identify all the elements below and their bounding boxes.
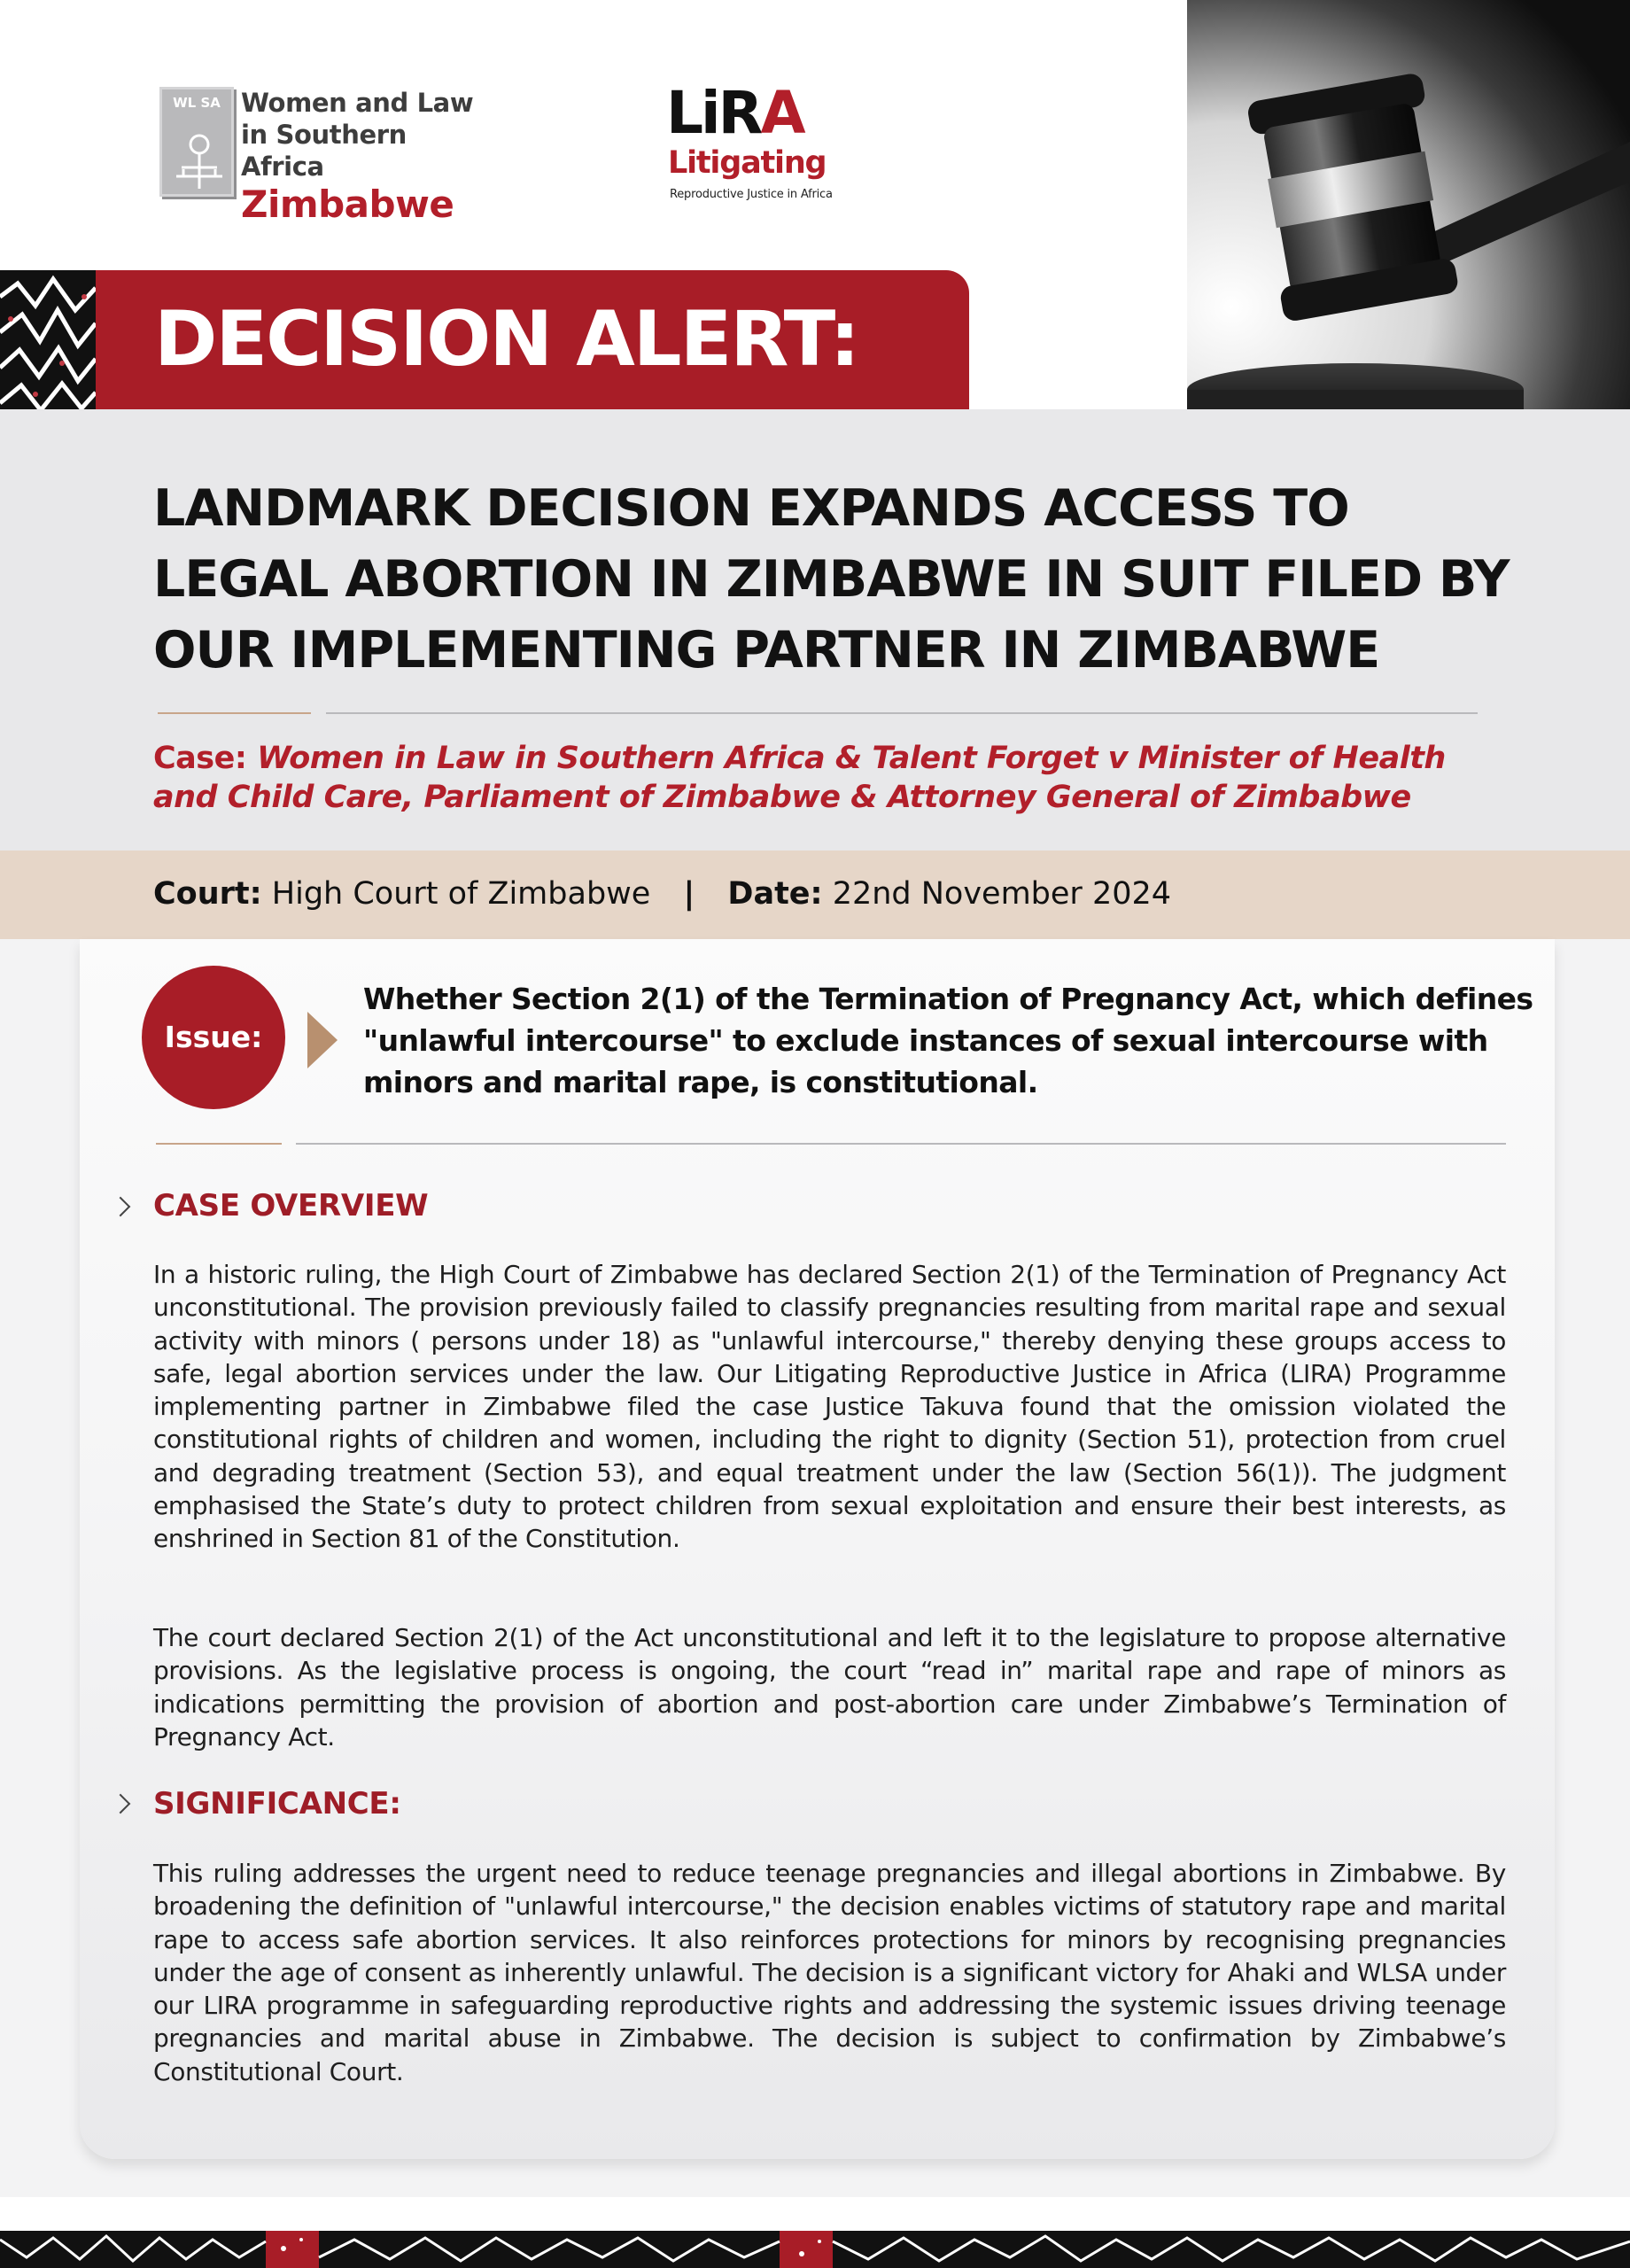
- lira-wordmark: [666, 79, 803, 147]
- date-value: 22nd November 2024: [832, 876, 1172, 912]
- issue-label: Issue:: [164, 1020, 263, 1054]
- divider: [326, 712, 1478, 714]
- lira-tagline: Reproductive Justice in Africa: [670, 188, 833, 201]
- case-overview-paragraph-2: The court declared Section 2(1) of the Act unconstitutional and left it to the legislature to propose alternative provisions. As the legislative process is ongoing, the court “read in” marital rape and rape of minors as indications permitting the provision of abortion and post-abortion care under Zimbabwe’s Termination of Pregnancy Act.: [153, 1623, 1506, 1751]
- wlsa-logo: [159, 87, 496, 226]
- significance-paragraph: This ruling addresses the urgent need to reduce teenage pregnancies and illegal abortions in Zimbabwe. By broadening the definition of "unlawful intercourse," the decision enables victims of statutory rape and marital rape to access safe abortion services. It also reinforces protections for minors by recognising pregnancies under the age of consent as inherently unlawful. The decision is a significant victory for Ahaki and WLSA under our LIRA programme in safeguarding reproductive rights and addressing the systemic issues driving teenage pregnancies and marital abuse in Zimbabwe. The decision is subject to confirmation by Zimbabwe’s Constitutional Court.: [153, 1859, 1506, 2086]
- gavel-icon: [1187, 0, 1630, 409]
- issue-badge: [142, 966, 285, 1109]
- lira-wordmark-accent: A: [760, 79, 803, 147]
- case-overview-heading: CASE OVERVIEW: [153, 1188, 429, 1223]
- lira-wordmark-main: LiR: [666, 79, 761, 147]
- case-label: Case:: [153, 741, 247, 776]
- court-label: Court:: [153, 876, 262, 912]
- case-name: Women in Law in Southern Africa & Talent Forget v Minister of Health and Child Care, Parliament of Zimbabwe & Attorney General of Zimbabwe: [153, 741, 1446, 815]
- court-date-line: [153, 872, 1171, 916]
- wlsa-line-1: Women and Law: [241, 88, 474, 118]
- case-title: [153, 739, 1500, 817]
- decision-alert-banner: [96, 270, 969, 410]
- court-date-strip: [0, 850, 1630, 939]
- case-overview-paragraph-1: In a historic ruling, the High Court of Zimbabwe has declared Section 2(1) of the Termination of Pregnancy Act unconstitutional. The provision previously failed to classify pregnancies resulting from marital rape and sexual activity with minors ( persons under 18) as "unlawful intercourse," thereby denying these groups access to safe, legal abortion services under the law. Our Litigating Reproductive Justice in Africa (LIRA) Programme implementing partner in Zimbabwe filed the case Justice Takuva found that the omission violated the constitutional rights of children and women, including the right to dignity (Section 51), protection from cruel and degrading treatment (Section 53), and equal treatment under the law (Section 56(1)). The judgment emphasised the State’s duty to protect children from sexual exploitation and ensure their best interests, as enshrined in Section 81 of the Constitution.: [153, 1260, 1506, 1554]
- page-title: LANDMARK DECISION EXPANDS ACCESS TO LEGAL ABORTION IN ZIMBABWE IN SUIT FILED BY OUR IMPLEMENTING PARTNER IN ZIMBABWE: [153, 479, 1510, 680]
- venus-symbol-icon: [171, 134, 228, 192]
- wlsa-emblem: [159, 87, 234, 197]
- lira-logo: [666, 79, 861, 214]
- headline-panel: [0, 409, 1630, 850]
- divider: [296, 1143, 1506, 1145]
- lira-subtitle: Litigating: [668, 145, 827, 181]
- issue-arrow-icon: [307, 1012, 338, 1068]
- wlsa-country: Zimbabwe: [241, 183, 454, 226]
- divider-accent: [156, 1143, 282, 1145]
- banner-title: DECISION ALERT:: [154, 295, 859, 384]
- divider-accent: [158, 712, 311, 714]
- court-value: High Court of Zimbabwe: [271, 876, 651, 912]
- wlsa-wordmark: [241, 87, 496, 227]
- footer-pattern-strip: [0, 2231, 1630, 2268]
- wlsa-emblem-letters: WL SA: [173, 95, 221, 111]
- decorative-zigzag-pattern: [0, 270, 96, 410]
- issue-text: Whether Section 2(1) of the Termination of Pregnancy Act, which defines "unlawful intercourse" to exclude instances of sexual intercourse with minors and marital rape, is constitutional.: [363, 982, 1533, 1099]
- date-label: Date:: [727, 876, 823, 912]
- court-separator: |: [683, 876, 695, 912]
- significance-heading: SIGNIFICANCE:: [153, 1786, 401, 1821]
- wlsa-line-2: in Southern Africa: [241, 120, 407, 182]
